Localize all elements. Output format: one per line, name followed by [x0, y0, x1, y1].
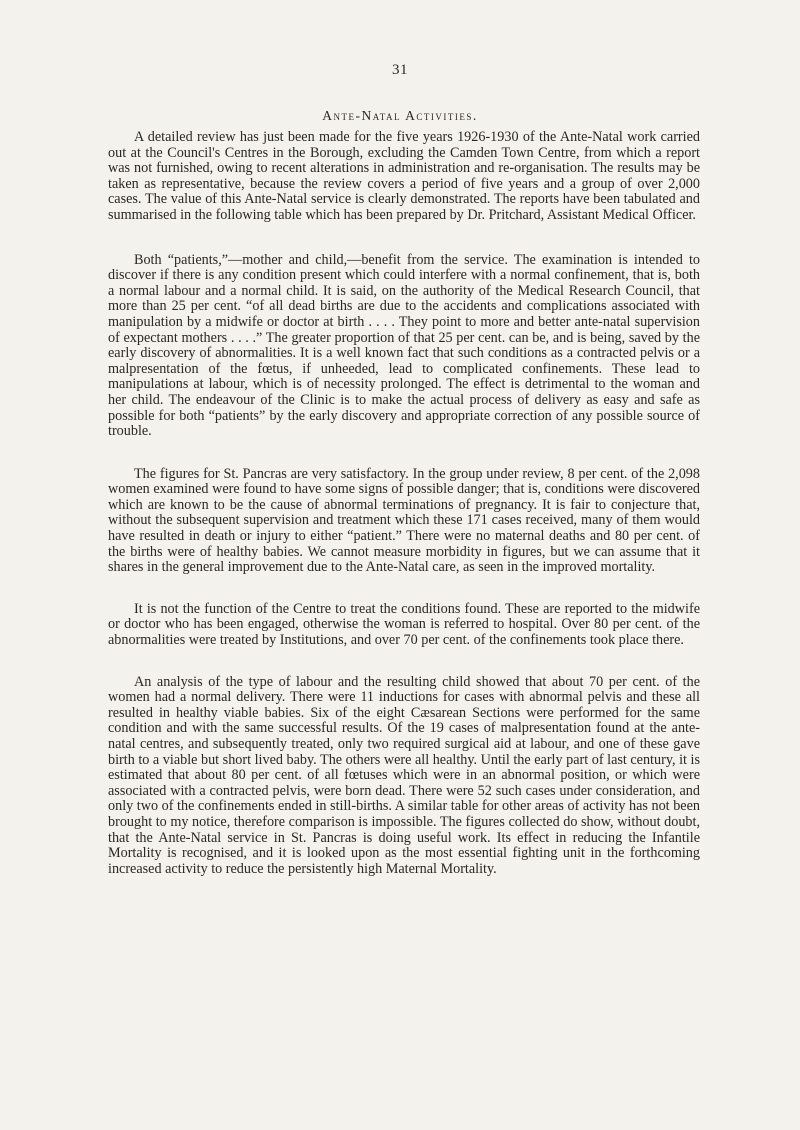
- paragraph-function: It is not the function of the Centre to treat the conditions found. These are reported to the midwife or doctor who has been engaged, otherwise the woman is referred to hospital. Over 80 per cent. of the abnormalities were treated by Institutions, and over 70 per cent. of the confinements took place there.: [108, 600, 700, 649]
- paragraph-patients: Both “patients,”—mother and child,—benefit from the service. The examination is intended to discover if there is any condition present which could interfere with a normal confinement, that is, both a normal labour and a normal child. It is said, on the authority of the Medical Research Council, that more than 25 per cent. “of all dead births are due to the accidents and complications associated with manipulation by a midwife or doctor at birth . . . . They point to more and better ante-natal supervision of expectant mothers . . . .” The greater proportion of that 25 per cent. can be, and is being, saved by the early discovery of abnormalities. It is a well known fact that such conditions as a contracted pelvis or a malpresentation of the fœtus, if unheeded, lead to complicated confinements. These lead to manipulations at labour, which is of necessity prolonged. The effect is detrimental to the woman and her child. The endeavour of the Clinic is to make the actual process of delivery as easy and safe as possible for both “patients” by the early discovery and appropriate correction of any possible source of trouble.: [108, 251, 700, 440]
- paragraph-review: A detailed review has just been made for the five years 1926-1930 of the Ante-Natal work carried out at the Council's Centres in the Borough, excluding the Camden Town Centre, from which a report was not furnished, owing to recent alterations in administration and re-organisation. The results may be taken as representative, because the review covers a period of five years and a group of over 2,000 cases. The value of this Ante-Natal service is clearly demonstrated. The reports have been tabulated and summarised in the following table which has been prepared by Dr. Pritchard, Assistant Medical Officer.: [108, 129, 700, 223]
- paragraph-figures: The figures for St. Pancras are very satisfactory. In the group under review, 8 per cent. of the 2,098 women examined were found to have some signs of possible danger; that is, conditions were discovered which are known to be the cause of abnormal terminations of pregnancy. It is fair to conjecture that, without the subsequent supervision and treatment which these 171 cases received, many of them would have resulted in death or injury to either “patient.” There were no maternal deaths and 80 per cent. of the births were of healthy babies. We cannot measure morbidity in figures, but we can assume that it shares in the general improvement due to the Ante-Natal care, as seen in the improved mortality.: [108, 465, 700, 576]
- paragraph-analysis: An analysis of the type of labour and the resulting child showed that about 70 per cent. of the women had a normal delivery. There were 11 inductions for cases with abnormal pelvis and these all resulted in healthy viable babies. Six of the eight Cæsarean Sections were performed for the same condition and with the same successful results. Of the 19 cases of malpresentation found at the ante-natal centres, and subsequently treated, only two required surgical aid at labour, and one of these gave birth to a viable but short lived baby. The others were all healthy. Until the early part of last century, it is estimated that about 80 per cent. of all fœtuses which were in an abnormal position, or which were associated with a contracted pelvis, were born dead. There were 52 such cases under consideration, and only two of the confinements ended in still-births. A similar table for other areas of activity has not been brought to my notice, therefore comparison is impossible. The figures collected do show, without doubt, that the Ante-Natal service in St. Pancras is doing useful work. Its effect in reducing the Infantile Mortality is recognised, and it is looked upon as the most essential fighting unit in the forthcoming increased activity to reduce the persistently high Maternal Mortality.: [108, 673, 700, 877]
- page-number: 31: [392, 62, 408, 78]
- section-title: Ante-Natal Activities.: [322, 108, 478, 123]
- body-text: [108, 130, 700, 877]
